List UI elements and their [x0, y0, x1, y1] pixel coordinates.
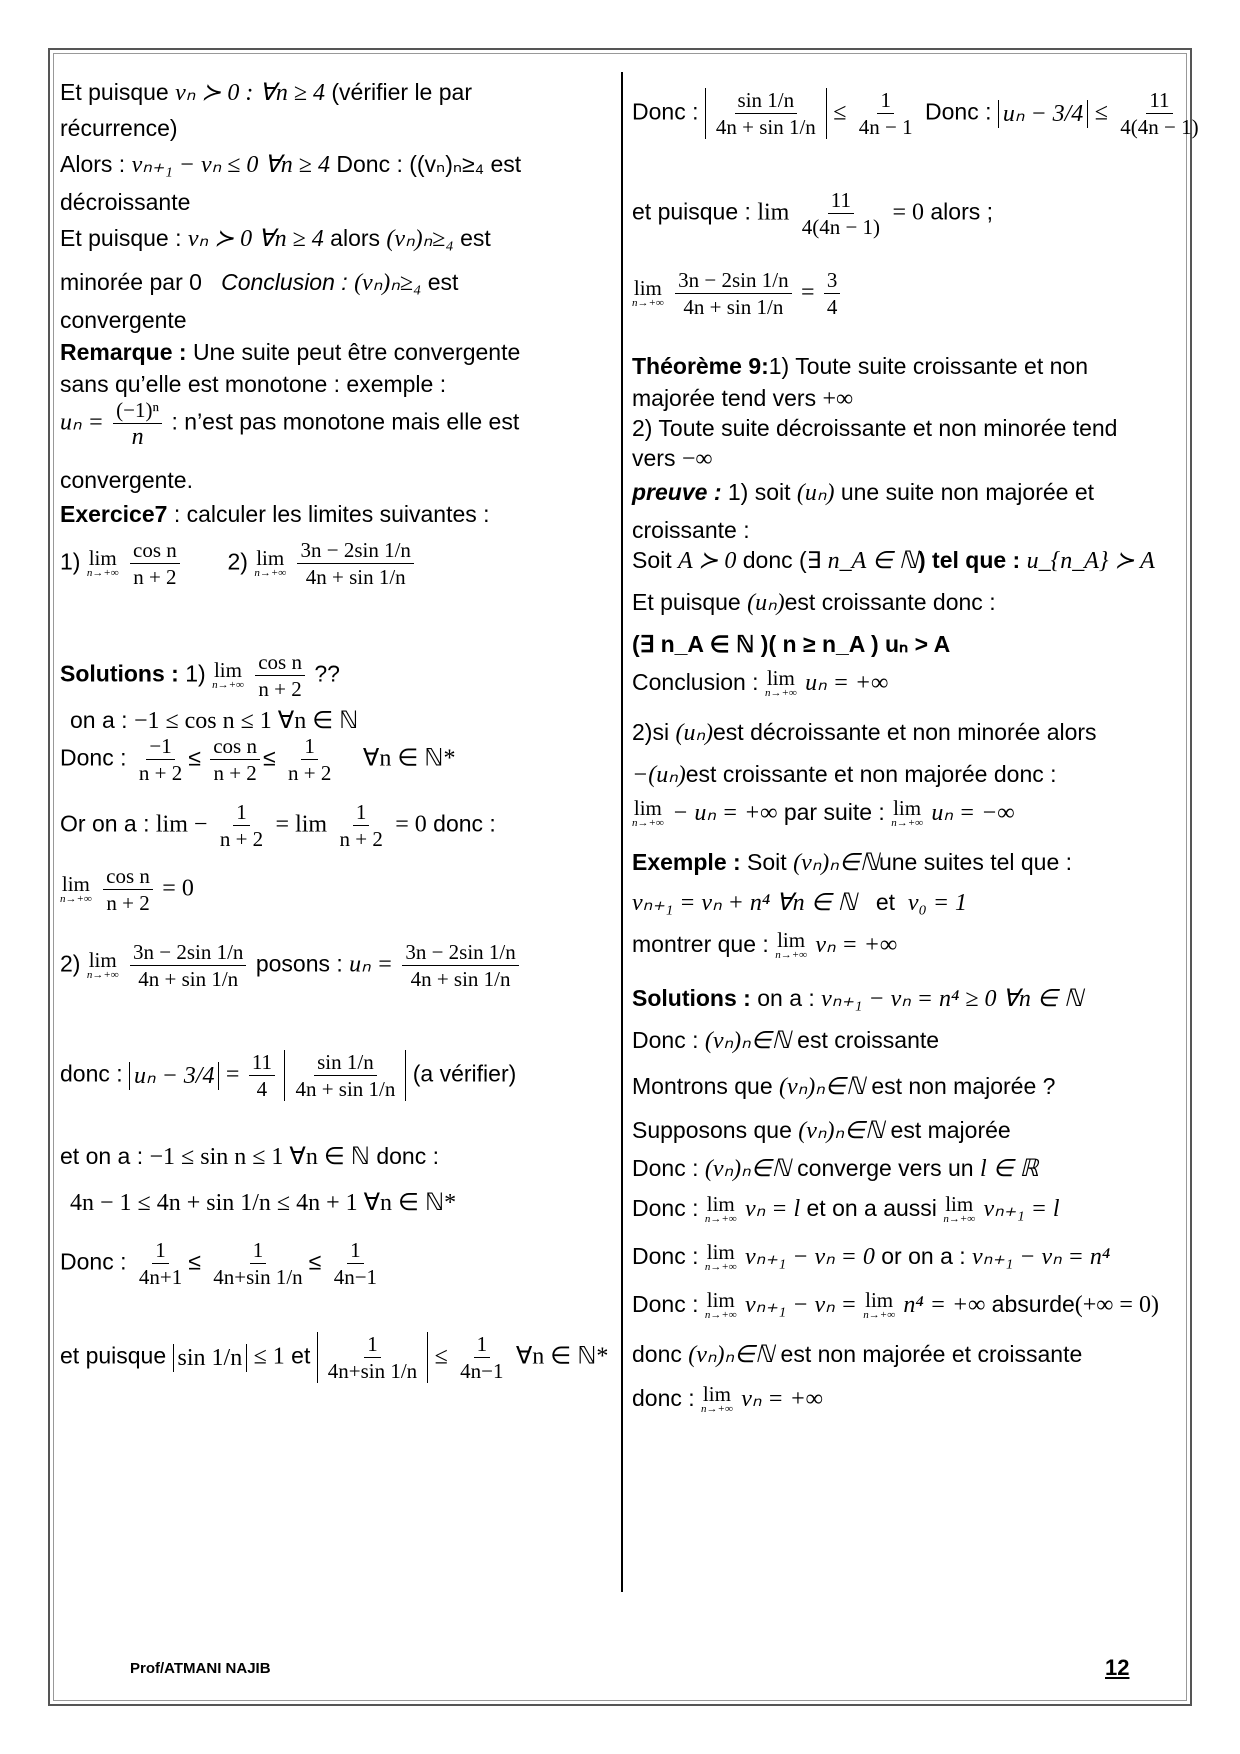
- solution-2: 2) lim n→+∞ $\frac{3n - 2\sin 1/n}{4n + \sin 1/n}$ posons : uₙ = $\frac{3n - 2\sin 1/n}{4n + \sin 1/n}$: [60, 940, 522, 991]
- exercise-limits: 1) lim n→+∞ $\frac{\text{cos n}}{n + 2}$ 2) lim n→+∞ $\frac{3n - 2\sin 1/n}{4n + \sin 1/n}$: [60, 538, 417, 589]
- proof-part-2b: −(uₙ)est croissante et non majorée donc :: [632, 761, 1057, 788]
- page-frame-inner: [53, 53, 1187, 1701]
- remark-fraction: $\frac{\text{(−1)ⁿ}}{n}$: [113, 398, 162, 449]
- theorem-9-line-1: Théorème 9:1) Toute suite croissante et non: [632, 353, 1088, 379]
- proof-line-1: preuve : 1) soit (uₙ) une suite non majorée et: [632, 479, 1095, 506]
- theorem-9-line-2: majorée tend vers +∞: [632, 385, 854, 412]
- left-line-7: convergente: [60, 307, 187, 333]
- et-puisque-bounds: et puisque sin 1/n ≤ 1 et $\frac{1}{4n+\sin 1/n}$ ≤ $\frac{1}{4n-1}$ ∀n ∈ ℕ*: [60, 1332, 609, 1383]
- bound-cos: on a : −1 ≤ cos n ≤ 1 ∀n ∈ ℕ: [70, 707, 359, 734]
- example-limit-l: Donc : lim n→+∞ vₙ = l et on a aussi lim n→+∞ vₙ₊₁ = l: [632, 1191, 1060, 1225]
- proof-line-4: Et puisque (uₙ)est croissante donc :: [632, 589, 996, 616]
- proof-line-5: (∃ n_A ∈ ℕ )( n ≥ n_A ) uₙ > A: [632, 631, 951, 657]
- exercise-heading: Exercice7 : calculer les limites suivantes :: [60, 501, 490, 527]
- example-solution: Solutions : on a : vₙ₊₁ − vₙ = n⁴ ≥ 0 ∀n ∈ ℕ: [632, 985, 1084, 1012]
- example-heading: Exemple : Soit (vₙ)ₙ∈ℕune suites tel que :: [632, 849, 1073, 876]
- example-converges: Donc : (vₙ)ₙ∈ℕ converge vers un l ∈ ℝ: [632, 1155, 1039, 1182]
- example-conclusion-1: donc (vₙ)ₙ∈ℕ est non majorée et croissante: [632, 1341, 1083, 1368]
- example-increasing: Donc : (vₙ)ₙ∈ℕ est croissante: [632, 1027, 940, 1054]
- example-suppose: Supposons que (vₙ)ₙ∈ℕ est majorée: [632, 1117, 1011, 1144]
- bound-sin: et on a : −1 ≤ sin n ≤ 1 ∀n ∈ ℕ donc :: [60, 1143, 439, 1170]
- theorem-9-line-3: 2) Toute suite décroissante et non minorée tend: [632, 415, 1118, 441]
- example-absurd: Donc : lim n→+∞ vₙ₊₁ − vₙ = lim n→+∞ n⁴ = +∞ absurde(+∞ = 0): [632, 1287, 1159, 1321]
- solution-1: Solutions : 1) lim n→+∞ $\frac{\text{cos n}}{n + 2}$ ??: [60, 650, 340, 701]
- left-line-2: récurrence): [60, 115, 178, 141]
- right-line-3: lim n→+∞ $\frac{3n - 2\sin 1/n}{4n + \sin 1/n}$ = $\frac{3}{4}$: [632, 268, 843, 319]
- right-line-2: et puisque : lim $\frac{11}{4(4n - 1)}$ = 0 alors ;: [632, 188, 994, 239]
- lim-result-1: lim n→+∞ $\frac{\text{cos n}}{n + 2}$ = 0: [60, 864, 194, 915]
- example-recurrence: vₙ₊₁ = vₙ + n⁴ ∀n ∈ ℕ et v₀ = 1: [632, 889, 968, 916]
- right-line-1: Donc : $\frac{\sin 1/n}{4n + \sin 1/n}$ ≤ $\frac{1}{4n - 1}$ Donc : uₙ − 3/4 ≤ $\frac{11}{4(4n - 1)}$: [632, 88, 1199, 139]
- left-line-4: décroissante: [60, 189, 191, 215]
- left-line-6: minorée par 0 Conclusion : (vₙ)ₙ≥₄ est: [60, 269, 459, 296]
- remark-line-1: Remarque : Une suite peut être convergente: [60, 339, 521, 365]
- example-conclusion-2: donc : lim n→+∞ vₙ = +∞: [632, 1381, 823, 1415]
- remark-line-4: convergente.: [60, 467, 193, 493]
- column-divider: [621, 72, 623, 1592]
- donc-cos-inequality: Donc : $\frac{-1}{n + 2}$ ≤ $\frac{\text{cos n}}{n + 2}$ ≤ $\frac{1}{n + 2}$ ∀n ∈ ℕ*: [60, 734, 456, 785]
- example-show-unbounded: Montrons que (vₙ)ₙ∈ℕ est non majorée ?: [632, 1073, 1056, 1100]
- footer-page-number: 12: [1105, 1655, 1130, 1680]
- donc-fraction-bounds: Donc : $\frac{1}{4n+1}$ ≤ $\frac{1}{4n+\sin 1/n}$ ≤ $\frac{1}{4n-1}$: [60, 1238, 378, 1289]
- footer-author: Prof/ATMANI NAJIB: [130, 1660, 271, 1677]
- example-diff-limit: Donc : lim n→+∞ vₙ₊₁ − vₙ = 0 or on a : vₙ₊₁ − vₙ = n⁴: [632, 1239, 1111, 1273]
- proof-part-2: 2)si (uₙ)est décroissante et non minorée alors: [632, 719, 1097, 746]
- left-line-1: Et puisque vₙ ≻ 0 : ∀n ≥ 4 (vérifier le par: [60, 79, 472, 106]
- example-goal: montrer que : lim n→+∞ vₙ = +∞: [632, 927, 898, 961]
- remark-formula: uₙ = $\frac{\text{(−1)ⁿ}}{n}$ : n’est pas monotone mais elle est: [60, 398, 520, 450]
- left-line-3: Alors : vₙ₊₁ − vₙ ≤ 0 ∀n ≥ 4 Donc : ((vₙ)ₙ≥₄ est: [60, 151, 522, 178]
- left-line-5: Et puisque : vₙ ≻ 0 ∀n ≥ 4 alors (vₙ)ₙ≥₄ est: [60, 225, 491, 252]
- proof-conclusion: Conclusion : lim n→+∞ uₙ = +∞: [632, 665, 889, 699]
- theorem-9-line-4: vers −∞: [632, 445, 713, 472]
- remark-line-2: sans qu’elle est monotone : exemple :: [60, 371, 447, 397]
- donc-abs-identity: donc : uₙ − 3/4 = $\frac{11}{4}$ $\frac{\sin 1/n}{4n + \sin 1/n}$ (a vérifier): [60, 1050, 517, 1101]
- proof-line-3: Soit A ≻ 0 donc (∃ n_A ∈ ℕ) tel que : u_{n_A} ≻ A: [632, 547, 1155, 574]
- proof-line-2: croissante :: [632, 517, 750, 543]
- proof-part-2c: lim n→+∞ − uₙ = +∞ par suite : lim n→+∞ uₙ = −∞: [632, 795, 1015, 829]
- denominator-bounds: 4n − 1 ≤ 4n + sin 1/n ≤ 4n + 1 ∀n ∈ ℕ*: [70, 1190, 457, 1216]
- or-on-a: Or on a : lim − $\frac{1}{n + 2}$ = lim $\frac{1}{n + 2}$ = 0 donc :: [60, 800, 496, 851]
